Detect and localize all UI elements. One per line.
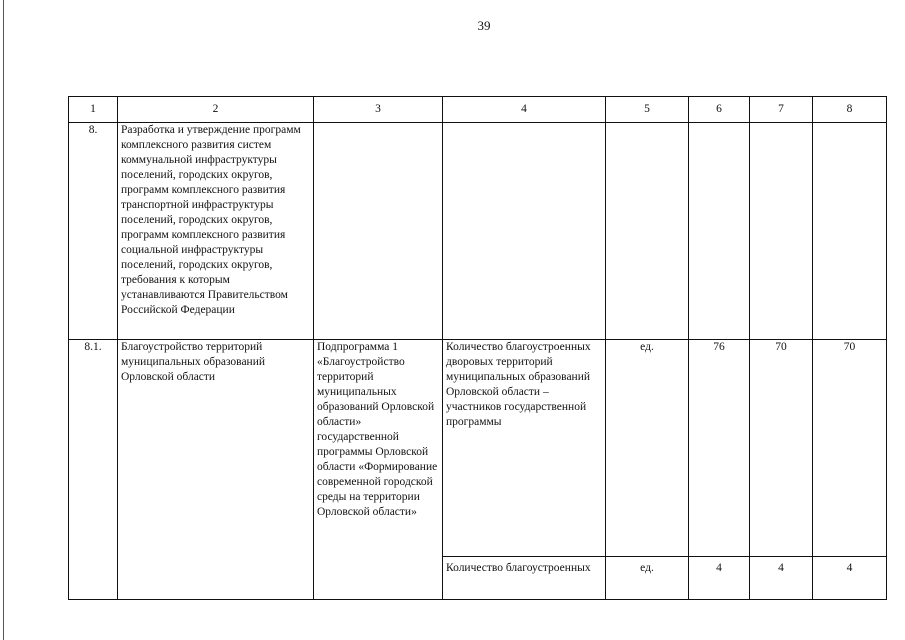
measure-name: Благоустройство территорий муниципальных образований Орловской области [118, 340, 314, 600]
row-number: 8.1. [69, 340, 118, 600]
unit-cell: ед. [606, 340, 689, 557]
column-header-1: 1 [69, 97, 118, 123]
column-header-4: 4 [443, 97, 606, 123]
indicator-name [443, 123, 606, 340]
value-cell-6 [689, 123, 750, 340]
row-number: 8. [69, 123, 118, 340]
value-cell-6: 76 [689, 340, 750, 557]
measure-name: Разработка и утверждение программ комплексного развития систем коммунальной инфраструктуры поселений, городских округов, программ комплексного развития транспортной инфраструктуры поселений, городских округов, программ комплексного развития социальной инфраструктуры поселений, городских округов, требования к которым устанавливаются Правительством Российской Федерации [118, 123, 314, 340]
column-header-7: 7 [750, 97, 813, 123]
table-header-row [69, 97, 887, 123]
value-cell-7 [750, 123, 813, 340]
column-header-2: 2 [118, 97, 314, 123]
indicator-name: Количество благоустроенных [443, 557, 606, 600]
value-cell-6: 4 [689, 557, 750, 600]
value-cell-8: 4 [813, 557, 887, 600]
value-cell-7: 4 [750, 557, 813, 600]
program-name [314, 123, 443, 340]
table-row [69, 123, 887, 340]
unit-cell: ед. [606, 557, 689, 600]
value-cell-8 [813, 123, 887, 340]
indicator-table [68, 96, 887, 600]
value-cell-7: 70 [750, 340, 813, 557]
table-row [69, 340, 887, 557]
unit-cell [606, 123, 689, 340]
column-header-8: 8 [813, 97, 887, 123]
page-left-edge-line [3, 0, 4, 640]
value-cell-8: 70 [813, 340, 887, 557]
column-header-3: 3 [314, 97, 443, 123]
program-name: Подпрограмма 1 «Благоустройство территорий муниципальных образований Орловской области» государственной программы Орловской области «Формирование современной городской среды на территории Орловской области» [314, 340, 443, 600]
column-header-6: 6 [689, 97, 750, 123]
page-number: 39 [477, 18, 491, 33]
column-header-5: 5 [606, 97, 689, 123]
indicator-name: Количество благоустроенных дворовых территорий муниципальных образований Орловской области – участников государственной программы [443, 340, 606, 557]
